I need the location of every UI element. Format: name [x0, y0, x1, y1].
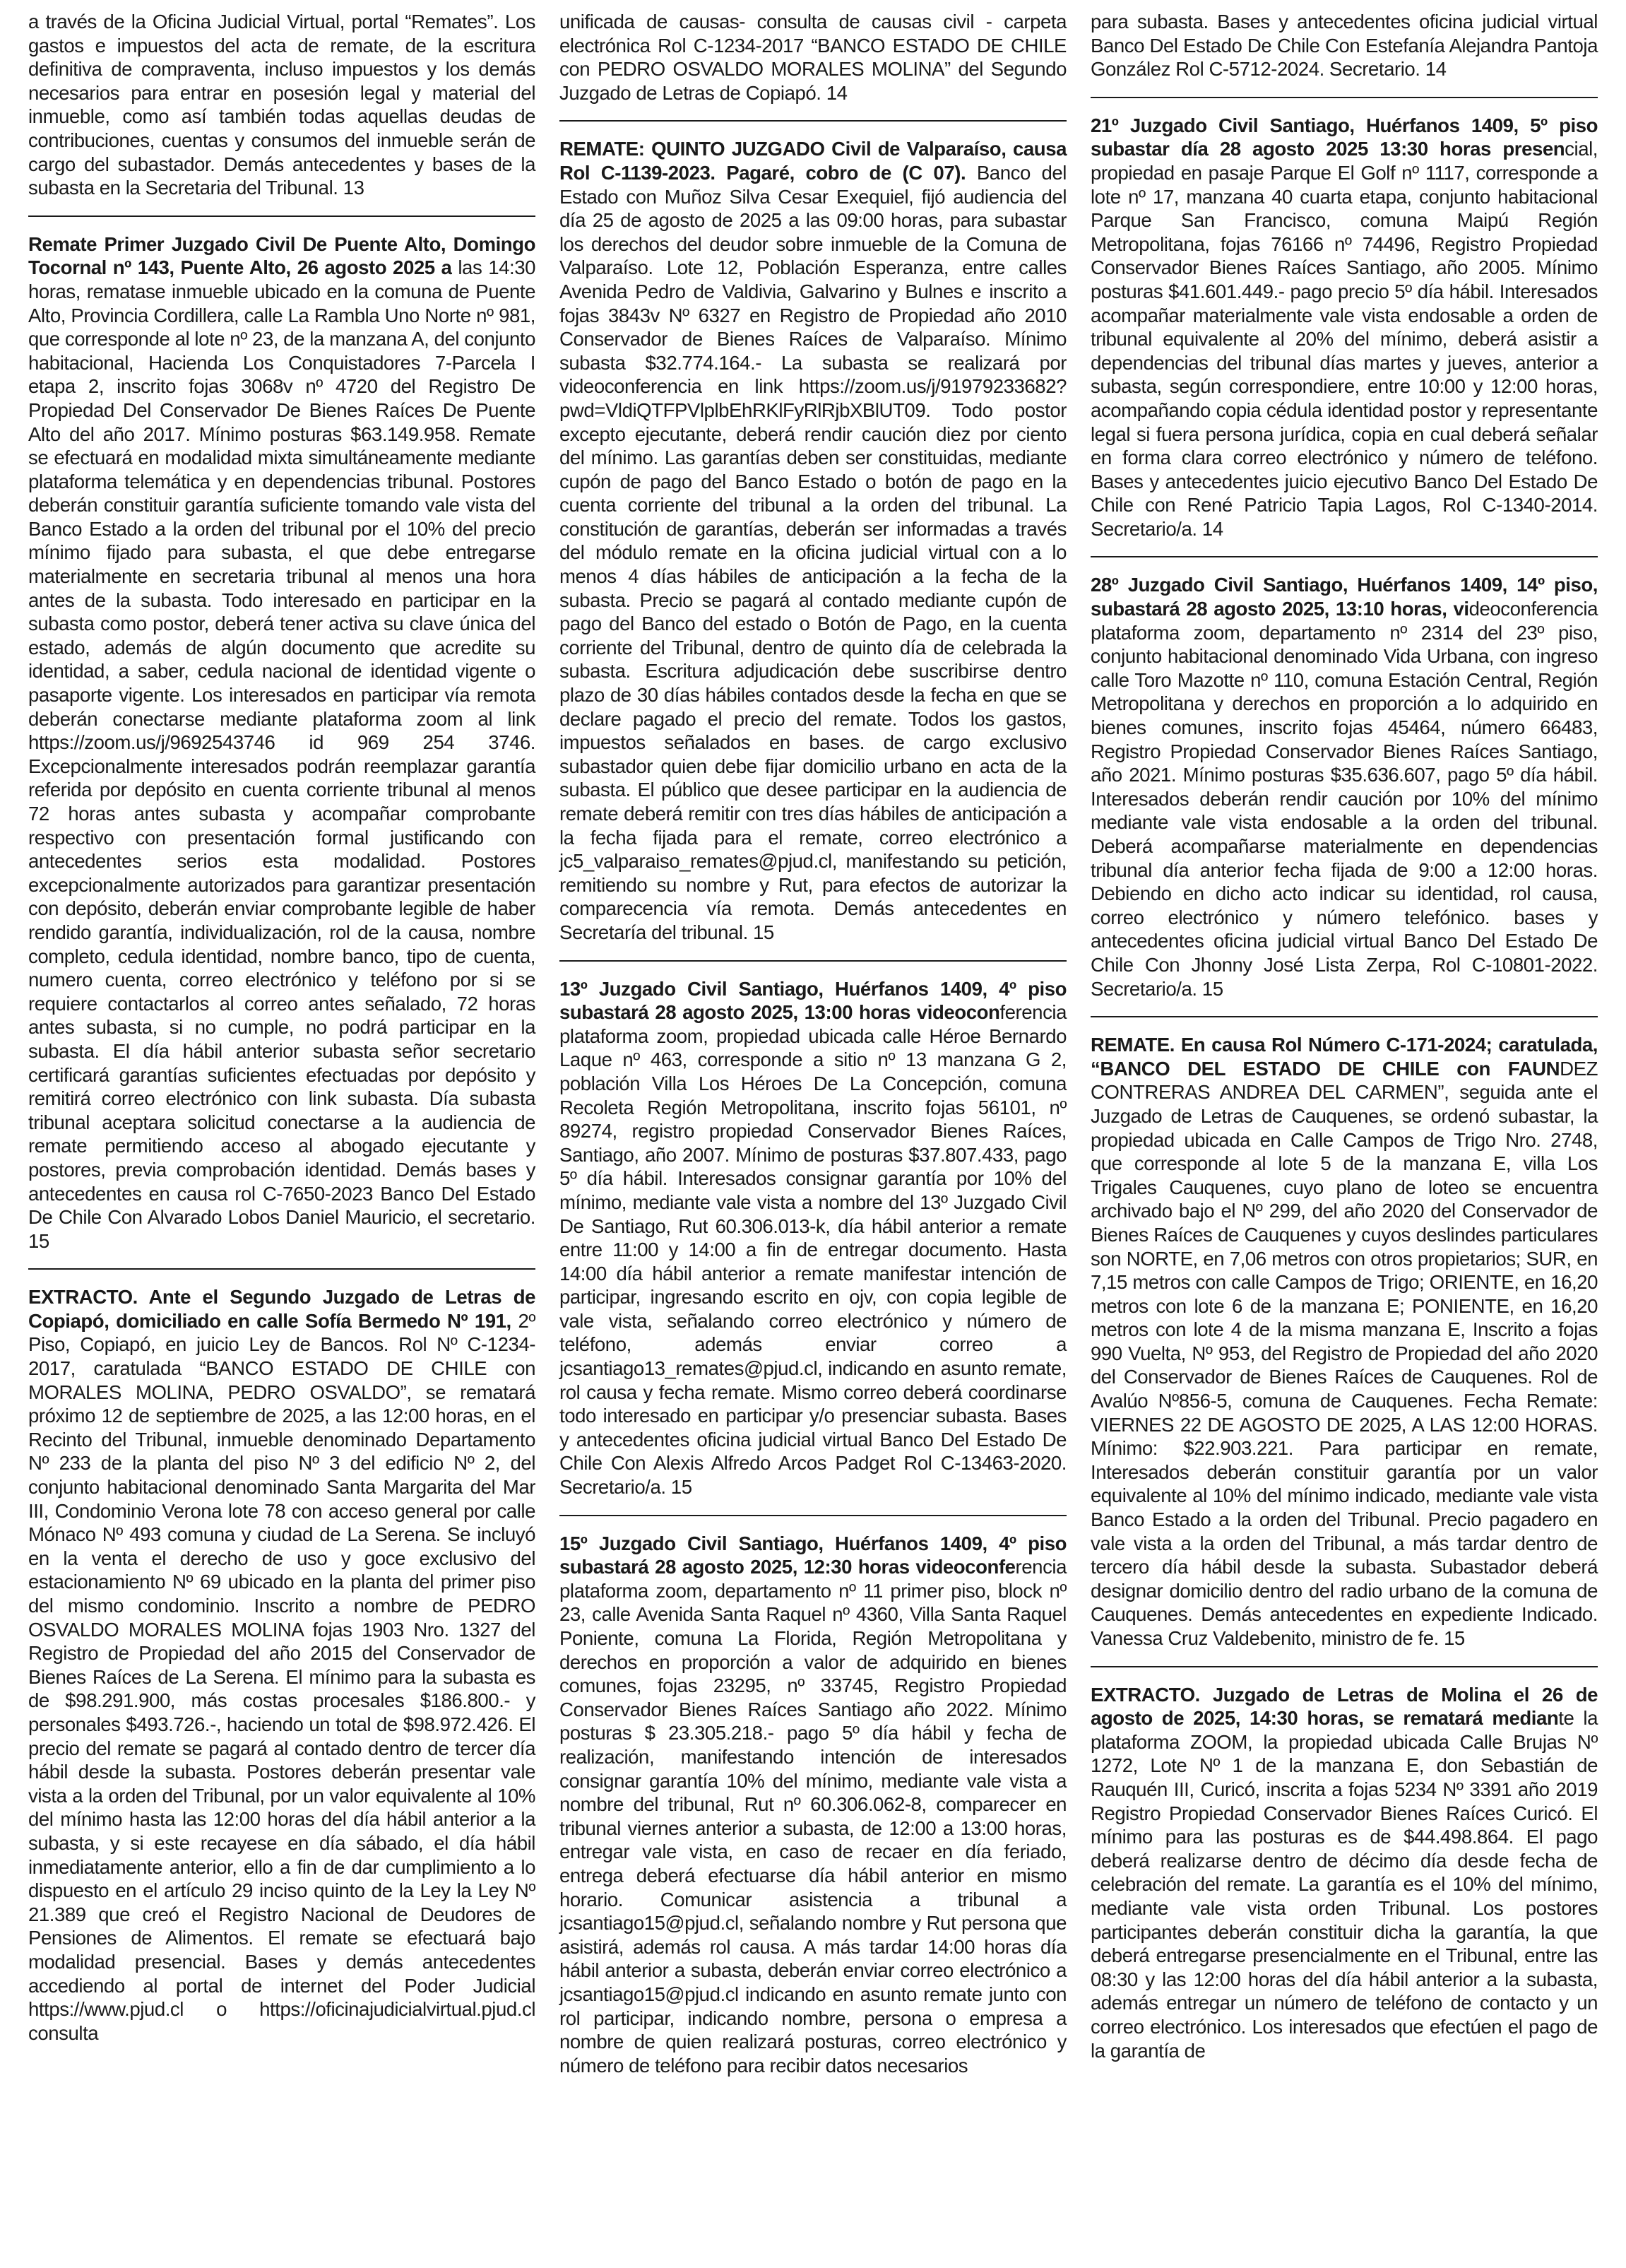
notice-body: deoconferencia plataforma zoom, departamento nº 2314 del 23º piso, conjunto habitacional denominado Vida Urbana, con ingreso calle Toro Mazotte nº 110, comuna Estación Central, Región Metropolitana y derechos en proporción a lo adquirido en bienes comunes, inscrito fojas 45464, número 66483, Registro Propiedad Conservador Bienes Raíces Santiago, año 2021. Mínimo posturas $35.636.607, pago 5º día hábil. Interesados deberán rendir caución por 10% del mínimo mediante vale vista endosable a la orden del tribunal. Deberá acompañarse materialmente en dependencias tribunal día anterior fecha fijada de 9:00 a 12:00 horas. Debiendo en dicho acto indicar su identidad, rol causa, correo electrónico y número telefónico. bases y antecedentes oficina judicial virtual Banco Del Estado De Chile Con Jhonny José Lista Zerpa, Rol C-10801-2022. Secretario/a. 15 [1091, 598, 1598, 1000]
notice-body: 2º Piso, Copiapó, en juicio Ley de Bancos. Rol Nº C-1234-2017, caratulada “BANCO ESTADO DE CHILE con MORALES MOLINA, PEDRO OSVALDO”, se rematará próximo 12 de septiembre de 2025, a las 12:00 horas, en el Recinto del Tribunal, inmueble denominado Departamento Nº 233 de la planta del piso Nº 3 del edificio Nº 2, del conjunto habitacional denominado Santa Margarita del Mar III, Condominio Verona lote 78 con acceso general por calle Mónaco Nº 493 comuna y ciudad de La Serena. Se incluyó en la venta el derecho de uso y goce exclusivo del estacionamiento Nº 69 ubicado en la planta del primer piso del mismo condominio. Inscrito a nombre de PEDRO OSVALDO MORALES MOLINA fojas 1903 Nro. 1327 del Registro de Propiedad del año 2015 del Conservador de Bienes Raíces de La Serena. El mínimo para la subasta es de $98.291.900, más costas procesales $186.800.- y personales $493.726.-, haciendo un total de $98.972.426. El precio del remate se pagará al contado dentro de tercer día hábil desde la subasta. Postores deberán presentar vale vista a la orden del Tribunal, por un valor equivalente al 10% del mínimo hasta las 12:00 horas del día hábil anterior a la subasta, y si este recayese en día sábado, el día hábil inmediatamente anterior, ello a fin de dar cumplimiento a lo dispuesto en el artículo 29 inciso quinto de la Ley la Ley Nº 21.389 que creó el Registro Nacional de Deudores de Pensiones de Alimentos. El remate se efectuará bajo modalidad presencial. Bases y demás antecedentes accediendo al portal de internet del Poder Judicial https://www.pjud.cl o https://oficinajudicialvirtual.pjud.cl consulta [28, 1309, 535, 2044]
notice-continuation [559, 10, 1067, 105]
notice-body: DEZ CONTRERAS ANDREA DEL CARMEN”, seguida ante el Juzgado de Letras de Cauquenes, se ordenó subastar, la propiedad ubicada en Calle Campos de Trigo Nro. 2748, que corresponde al lote 5 de la manzana E, villa Los Trigales Cauquenes, cuyo plano de loteo se encuentra archivado bajo el Nº 299, del año 2020 del Conservador de Bienes Raíces de Cauquenes y cuyos deslindes particulares son NORTE, en 7,06 metros con otros propietarios; SUR, en 7,15 metros con calle Campos de Trigo; ORIENTE, en 16,20 metros con lote 6 de la manzana E; PONIENTE, en 16,20 metros con lote 4 de la misma manzana E, Inscrito a fojas 990 Vuelta, Nº 953, del Registro de Propiedad del año 2020 del Conservador de Bienes Raíces de Cauquenes. Rol de Avalúo Nº856-5, comuna de Cauquenes. Fecha Remate: VIERNES 22 DE AGOSTO DE 2025, A LAS 12:00 HORAS. Mínimo: $22.903.221. Para participar en remate, Interesados deberán constituir garantía por un valor equivalente al 10% del mínimo indicado, mediante vale vista Banco Estado a la orden del Tribunal. Precio pagadero en vale vista a la orden del Tribunal, a más tardar dentro de tercero día hábil desde la subasta. Subastador deberá designar domicilio dentro del radio urbano de la comuna de Cauquenes. Demás antecedentes en expediente Indicado. Vanessa Cruz Valdebenito, ministro de fe. 15 [1091, 1057, 1598, 1649]
notice-heading: REMATE: QUINTO JUZGADO Civil de Valparaíso, causa Rol C-1139-2023. Pagaré, cobro de (C 07). [559, 138, 1067, 184]
notice-heading: 15º Juzgado Civil Santiago, Huérfanos 1409, 4º piso subastará 28 agosto 2025, 12:30 horas videoconfe [559, 1532, 1067, 1578]
notice-body: las 14:30 horas, rematase inmueble ubicado en la comuna de Puente Alto, Provincia Cordillera, calle La Rambla Uno Norte nº 981, que corresponde al lote nº 23, de la manzana A, del conjunto habitacional, Hacienda Los Conquistadores 7-Parcela I etapa 2, inscrito fojas 3068v nº 4720 del Registro De Propiedad Del Conservador De Bienes Raíces De Puente Alto del año 2017. Mínimo posturas $63.149.958. Remate se efectuará en modalidad mixta simultáneamente mediante plataforma telemática y en dependencias tribunal. Postores deberán constituir garantía suficiente tomando vale vista del Banco Estado a la orden del tribunal por el 10% del precio mínimo fijado para subasta, el que debe entregarse materialmente en secretaria tribunal al menos una hora antes de la subasta. Todo interesado en participar en la subasta como postor, deberá tener activa su clave única del estado, además de algún documento que acredite su identidad, a saber, cedula nacional de identidad vigente o pasaporte vigente. Los interesados en participar vía remota deberán conectarse mediante plataforma zoom al link https://zoom.us/j/9692543746 id 969 254 3746. Excepcionalmente interesados podrán reemplazar garantía referida por depósito en cuenta corriente tribunal al menos 72 horas antes subasta y acompañar comprobante respectivo con presentación formal justificando con antecedentes serios esta modalidad. Postores excepcionalmente autorizados para garantizar presentación con depósito, deberán enviar comprobante legible de haber rendido garantía, individualización, rol de la causa, nombre completo, cedula identidad, nombre banco, tipo de cuenta, numero cuenta, correo electrónico y teléfono por si se requiere contactarlos al correo antes señalado, 72 horas antes subasta, si no cumple, no podrá participar en la subasta. El día hábil anterior subasta señor secretario certificará garantías suficientes efectuadas por depósito y remitirá correo electrónico con link subasta. Día subasta tribunal aceptara solicitud conectarse a la audiencia de remate permitiendo acceso al abogado ejecutante y postores, previa comprobación identidad. Demás bases y antecedentes en causa rol C-7650-2023 Banco Del Estado De Chile Con Alvarado Lobos Daniel Mauricio, el secretario. 15 [28, 256, 535, 1252]
notice-body: rencia plataforma zoom, departamento nº 11 primer piso, block nº 23, calle Avenida Santa Raquel nº 4360, Villa Santa Raquel Poniente, comuna La Florida, Región Metropolitana y derechos en proporción a valor de adquirido en bienes comunes, fojas 23295, nº 33745, Registro Propiedad Conservador Bienes Raíces Santiago año 2022. Mínimo posturas $ 23.305.218.- pago 5º día hábil y fecha de realización, manifestando intención de interesados consignar garantía 10% del mínimo, mediante vale vista a nombre del tribunal, Rut nº 60.306.062-8, comparecer en tribunal viernes anterior a subasta, de 12:00 a 13:00 horas, entregar vale vista, en caso de recaer en día feriado, entrega deberá efectuarse día hábil anterior en mismo horario. Comunicar asistencia a tribunal a jcsantiago15@pjud.cl, señalando nombre y Rut persona que asistirá, además rol causa. A más tardar 14:00 horas día hábil anterior a subasta, deberán enviar correo electrónico a jcsantiago15@pjud.cl indicando en asunto remate junto con rol participar, indicando nombre, persona o empresa a nombre de quien realizará posturas, correo electrónico y número de teléfono para recibir datos necesarios [559, 1556, 1067, 2077]
notice-extracto-molina [1091, 1683, 1598, 2063]
notice-heading: 21º Juzgado Civil Santiago, Huérfanos 1409, 5º piso subastar día 28 agosto 2025 13:30 horas presen [1091, 114, 1598, 160]
notice-extracto-copiapo [28, 1285, 535, 2045]
notice-heading: 28º Juzgado Civil Santiago, Huérfanos 1409, 14º piso, subastará 28 agosto 2025, 13:10 horas, vi [1091, 574, 1598, 620]
notice-body: Banco del Estado con Muñoz Silva Cesar Exequiel, fijó audiencia del día 25 de agosto de 2025 a las 09:00 horas, para subastar los derechos del deudor sobre inmueble de la Comuna de Valparaíso. Lote 12, Población Esperanza, entre calles Avenida Pedro de Valdivia, Galvarino y Bulnes e inscrito a fojas 3843v Nº 6327 en Registro de Propiedad año 2010 Conservador de Bienes Raíces de Valparaíso. Mínimo subasta $32.774.164.- La subasta se realizará por videoconferencia en link https://zoom.us/j/91979233682?pwd=VldiQTFPVlplbEhRKlFyRlRjbXBlUT09. Todo postor excepto ejecutante, deberá rendir caución diez por ciento del mínimo. Las garantías deben ser constituidas, mediante cupón de pago del Banco Estado o botón de pago en la cuenta corriente del tribunal a la orden del tribunal. La constitución de garantías, deberán ser informadas a través del módulo remate en la oficina judicial virtual con a lo menos 4 días hábiles de anticipación a la fecha de la subasta. Precio se pagará al contado mediante cupón de pago del Banco del estado o Botón de Pago, en la cuenta corriente del Tribunal, dentro de quinto día de celebrada la subasta. Escritura adjudicación debe suscribirse dentro plazo de 30 días hábiles contados desde la fecha en que se declare pagado el precio del remate. Todos los gastos, impuestos señalados en bases. de cargo exclusivo subastador quien debe fijar domicilio urbano en acta de la subasta. El público que desee participar en la audiencia de remate deberá remitir con tres días hábiles de anticipación a la fecha fijada para el remate, correo electrónico a jc5_valparaiso_remates@pjud.cl, manifestando su petición, remitiendo su nombre y Rut, para efectos de autorizar la comparecencia vía remota. Demás antecedentes en Secretaría del tribunal. 15 [559, 161, 1067, 943]
notice-heading: EXTRACTO. Juzgado de Letras de Molina el 26 de agosto de 2025, 14:30 horas, se rematará median [1091, 1683, 1598, 1730]
notice-separator [28, 215, 535, 217]
column-2 [559, 10, 1067, 2268]
notice-continuation [1091, 10, 1598, 81]
notice-body: para subasta. Bases y antecedentes oficina judicial virtual Banco Del Estado De Chile Con Estefanía Alejandra Pantoja González Rol C-5712-2024. Secretario. 14 [1091, 11, 1598, 81]
notice-body: cial, propiedad en pasaje Parque El Golf nº 1117, corresponde a lote nº 17, manzana 40 cuarta etapa, conjunto habitacional Parque San Francisco, comuna Maipú Región Metropolitana, fojas 76166 nº 74496, Registro Propiedad Conservador Bienes Raíces Santiago, año 2005. Mínimo posturas $41.601.449.- pago precio 5º día hábil. Interesados acompañar materialmente vale vista endosable a orden de tribunal equivalente al 20% del mínimo, deberá asistir a dependencias del tribunal días martes y jueves, anterior a subasta, según correspondiere, entre 10:00 y 12:00 horas, acompañando copia cédula identidad postor y representante legal si fuera persona jurídica, copia en cual deberá señalar en forma clara correo electrónico y número de teléfono. Bases y antecedentes juicio ejecutivo Banco Del Estado De Chile con René Patricio Tapia Lagos, Rol C-1340-2014. Secretario/a. 14 [1091, 138, 1598, 540]
column-3 [1091, 10, 1598, 2268]
notice-28-juzgado-santiago [1091, 573, 1598, 1000]
notice-remate-cauquenes [1091, 1033, 1598, 1650]
notice-separator [1091, 556, 1598, 557]
notice-remate-valparaiso [559, 137, 1067, 944]
notice-heading: EXTRACTO. Ante el Segundo Juzgado de Letras de Copiapó, domiciliado en calle Sofía Bermedo Nº 191, [28, 1286, 535, 1332]
notice-21-juzgado-santiago [1091, 114, 1598, 541]
notice-continuation [28, 10, 535, 200]
notice-separator [28, 1268, 535, 1270]
notice-13-juzgado-santiago [559, 977, 1067, 1499]
notice-remate-puente-alto [28, 232, 535, 1253]
column-1 [28, 10, 535, 2268]
notice-separator [1091, 1666, 1598, 1667]
notice-body: unificada de causas- consulta de causas civil - carpeta electrónica Rol C-1234-2017 “BANCO ESTADO DE CHILE con PEDRO OSVALDO MORALES MOLINA” del Segundo Juzgado de Letras de Copiapó. 14 [559, 11, 1067, 104]
notice-separator [1091, 97, 1598, 98]
notice-15-juzgado-santiago [559, 1532, 1067, 2078]
notice-heading: REMATE. En causa Rol Número C-171-2024; caratulada, “BANCO DEL ESTADO DE CHILE con FAUN [1091, 1034, 1598, 1080]
notice-body: a través de la Oficina Judicial Virtual, portal “Remates”. Los gastos e impuestos del acta de remate, de la escritura definitiva de compraventa, incluso impuestos y los demás necesarios para entrar en posesión legal y material del inmueble, como así también todas aquellas deudas de contribuciones, cuentas y consumos del inmueble serán de cargo del subastador. Demás antecedentes y bases de la subasta en la Secretaria del Tribunal. 13 [28, 11, 535, 199]
notice-heading: 13º Juzgado Civil Santiago, Huérfanos 1409, 4º piso subastará 28 agosto 2025, 13:00 horas videocon [559, 977, 1067, 1024]
notice-separator [559, 1515, 1067, 1516]
notice-heading: Remate Primer Juzgado Civil De Puente Alto, Domingo Tocornal nº 143, Puente Alto, 26 agosto 2025 a [28, 232, 535, 279]
notice-body: te la plataforma ZOOM, la propiedad ubicada Calle Brujas Nº 1272, Lote Nº 1 de la manzana E, don Sebastián de Rauquén III, Curicó, inscrita a fojas 5234 Nº 3391 año 2019 Registro Propiedad Conservador Bienes Raíces Curicó. El mínimo para las posturas es de $44.498.864. El pago deberá realizarse dentro de décimo día desde fecha de celebración del remate. La garantía es el 10% del mínimo, mediante vale vista orden Tribunal. Los postores participantes deberán constituir dicha la garantía, la que deberá entregarse presencialmente en el Tribunal, entre las 08:30 y las 12:00 horas del día hábil anterior a la subasta, además entregar un número de teléfono de contacto y un correo electrónico. Los interesados que efectúen el pago de la garantía de [1091, 1707, 1598, 2062]
notice-separator [1091, 1016, 1598, 1017]
notice-body: ferencia plataforma zoom, propiedad ubicada calle Héroe Bernardo Laque nº 463, corresponde a sitio nº 13 manzana G 2, población Villa Los Héroes De La Concepción, comuna Recoleta Región Metropolitana, inscrito fojas 56101, nº 89274, registro propiedad Conservador Bienes Raíces, Santiago, año 2007. Mínimo de posturas $37.807.433, pago 5º día hábil. Interesados consignar garantía por 10% del mínimo, mediante vale vista a nombre del 13º Juzgado Civil De Santiago, Rut 60.306.013-k, día hábil anterior a remate entre 11:00 y 14:00 a fin de entregar documento. Hasta 14:00 día hábil anterior a remate manifestar intención de participar, ingresando escrito en ojv, con copia legible de vale vista, señalando correo electrónico y número de teléfono, además enviar correo a jcsantiago13_remates@pjud.cl, indicando en asunto remate, rol causa y fecha remate. Mismo correo deberá coordinarse todo interesado en participar y/o presenciar subasta. Bases y antecedentes oficina judicial virtual Banco Del Estado De Chile Con Alexis Alfredo Arcos Padget Rol C-13463-2020. Secretario/a. 15 [559, 1001, 1067, 1499]
notice-separator [559, 120, 1067, 122]
notice-separator [559, 960, 1067, 962]
